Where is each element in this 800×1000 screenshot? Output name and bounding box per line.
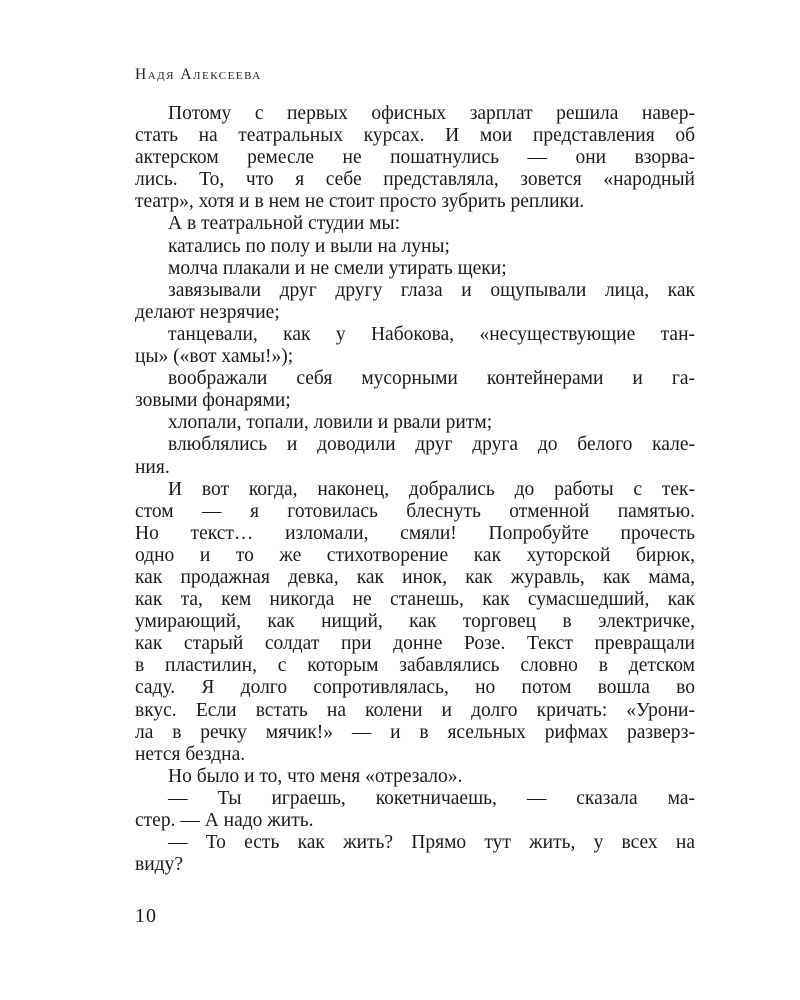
text-line: Но было и то, что меня «отрезало». bbox=[168, 765, 463, 787]
text-line: саду. Я долго сопротивлялась, но потом вошла во bbox=[135, 677, 695, 699]
text-line: как продажная девка, как инок, как журавль, как мама, bbox=[135, 566, 695, 588]
text-line: делают незрячие; bbox=[135, 301, 280, 323]
text-line: стом — я готовилась блеснуть отменной памятью. bbox=[135, 500, 695, 522]
text-line: И вот когда, наконец, добрались до работы с тек- bbox=[168, 478, 695, 500]
page-number: 10 bbox=[135, 905, 157, 927]
text-line: умирающий, как нищий, как торговец в электричке, bbox=[135, 611, 695, 633]
text-line: — Ты играешь, кокетничаешь, — сказала ма- bbox=[168, 787, 695, 809]
text-line: катались по полу и выли на луны; bbox=[168, 235, 450, 257]
running-head-author: Надя Алексеева bbox=[135, 66, 262, 83]
text-line: завязывали друг другу глаза и ощупывали лица, как bbox=[168, 279, 695, 301]
text-line: — То есть как жить? Прямо тут жить, у всех на bbox=[168, 832, 695, 854]
text-line: одно и то же стихотворение как хуторской бирюк, bbox=[135, 544, 695, 566]
text-line: театр», хотя и в нем не стоит просто зубрить реплики. bbox=[135, 191, 585, 213]
text-line: стать на театральных курсах. И мои представления об bbox=[135, 125, 695, 147]
text-line: актерском ремесле не пошатнулись — они взорва- bbox=[135, 147, 695, 169]
text-line: виду? bbox=[135, 854, 183, 876]
text-line: А в театральной студии мы: bbox=[168, 213, 401, 235]
text-line: ния. bbox=[135, 456, 170, 478]
text-line: ла в речку мячик!» — и в ясельных рифмах разверз- bbox=[135, 721, 695, 743]
body-text bbox=[135, 103, 695, 876]
text-line: как старый солдат при донне Розе. Текст превращали bbox=[135, 633, 695, 655]
text-line: Но текст… изломали, смяли! Попробуйте прочесть bbox=[135, 522, 695, 544]
text-line: влюблялись и доводили друг друга до белого кале- bbox=[168, 434, 695, 456]
text-line: зовыми фонарями; bbox=[135, 390, 291, 412]
text-line: в пластилин, с которым забавлялись словно в детском bbox=[135, 655, 695, 677]
text-line: воображали себя мусорными контейнерами и га- bbox=[168, 368, 695, 390]
text-line: как та, кем никогда не станешь, как сумасшедший, как bbox=[135, 589, 695, 611]
text-line: стер. — А надо жить. bbox=[135, 810, 314, 831]
text-line: хлопали, топали, ловили и рвали ритм; bbox=[168, 412, 493, 434]
text-line: Потому с первых офисных зарплат решила навер- bbox=[168, 103, 695, 124]
text-line: молча плакали и не смели утирать щеки; bbox=[168, 257, 507, 279]
text-line: лись. То, что я себе представляла, зовется «народный bbox=[135, 169, 695, 191]
text-line: цы» («вот хамы!»); bbox=[135, 346, 294, 368]
text-line: вкус. Если встать на колени и долго кричать: «Урони- bbox=[135, 699, 695, 721]
text-line: танцевали, как у Набокова, «несуществующие тан- bbox=[168, 323, 695, 345]
text-line: нется бездна. bbox=[135, 743, 246, 765]
